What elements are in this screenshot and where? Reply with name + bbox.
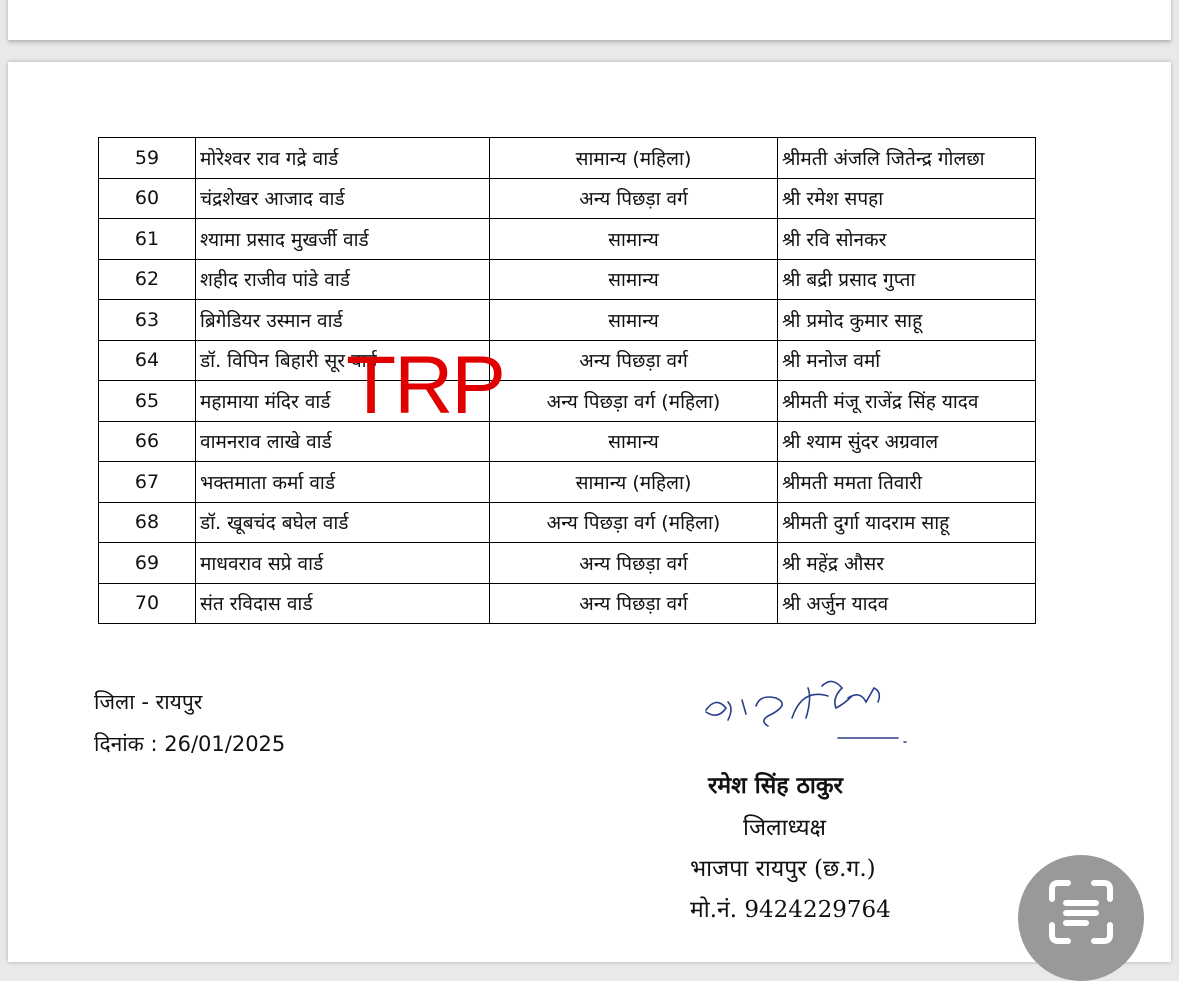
ward-name: भक्तमाता कर्मा वार्ड: [196, 462, 490, 503]
candidate-name: श्री महेंद्र औसर: [778, 543, 1036, 584]
ward-name: डॉ. खूबचंद बघेल वार्ड: [196, 502, 490, 543]
candidate-name: श्री बद्री प्रसाद गुप्ता: [778, 259, 1036, 300]
ward-category: सामान्य: [490, 259, 778, 300]
ward-number: 59: [99, 138, 196, 179]
district-label: जिला - रायपुर: [94, 690, 203, 714]
ward-number: 66: [99, 421, 196, 462]
table-row: [99, 259, 1036, 300]
ward-category: सामान्य (महिला): [490, 462, 778, 503]
ward-category: अन्य पिछड़ा वर्ग: [490, 178, 778, 219]
ward-category: अन्य पिछड़ा वर्ग (महिला): [490, 381, 778, 422]
ward-number: 63: [99, 300, 196, 341]
ward-category: अन्य पिछड़ा वर्ग: [490, 340, 778, 381]
ward-number: 70: [99, 583, 196, 624]
ward-number: 67: [99, 462, 196, 503]
ward-table-body: [99, 138, 1036, 624]
ward-category: अन्य पिछड़ा वर्ग: [490, 543, 778, 584]
candidate-name: श्री मनोज वर्मा: [778, 340, 1036, 381]
candidate-name: श्री श्याम सुंदर अग्रवाल: [778, 421, 1036, 462]
signatory-designation: जिलाध्यक्ष: [743, 815, 827, 841]
table-row: [99, 178, 1036, 219]
signatory-phone: मो.नं. 9424229764: [690, 897, 891, 923]
ward-name: माधवराव सप्रे वार्ड: [196, 543, 490, 584]
candidate-name: श्रीमती ममता तिवारी: [778, 462, 1036, 503]
table-row: [99, 138, 1036, 179]
previous-page: [8, 0, 1171, 40]
candidate-name: श्रीमती दुर्गा यादराम साहू: [778, 502, 1036, 543]
ward-category: सामान्य (महिला): [490, 138, 778, 179]
ward-number: 65: [99, 381, 196, 422]
table-row: [99, 340, 1036, 381]
ward-category: सामान्य: [490, 219, 778, 260]
ward-number: 61: [99, 219, 196, 260]
date-label: दिनांक : 26/01/2025: [94, 732, 286, 756]
ward-category: सामान्य: [490, 300, 778, 341]
ward-name: श्यामा प्रसाद मुखर्जी वार्ड: [196, 219, 490, 260]
candidate-name: श्री प्रमोद कुमार साहू: [778, 300, 1036, 341]
ward-number: 69: [99, 543, 196, 584]
scan-document-button[interactable]: [1018, 855, 1144, 981]
candidate-name: श्री रवि सोनकर: [778, 219, 1036, 260]
watermark: TRP: [346, 340, 504, 431]
ward-number: 68: [99, 502, 196, 543]
ward-name: ब्रिगेडियर उस्मान वार्ड: [196, 300, 490, 341]
candidate-name: श्री रमेश सपहा: [778, 178, 1036, 219]
ward-category: सामान्य: [490, 421, 778, 462]
table-row: [99, 421, 1036, 462]
ward-name: डॉ. विपिन बिहारी सूर वार्ड: [196, 340, 490, 381]
document-scan-icon: [1046, 877, 1116, 947]
signatory-organization: भाजपा रायपुर (छ.ग.): [690, 856, 876, 882]
ward-number: 60: [99, 178, 196, 219]
ward-name: शहीद राजीव पांडे वार्ड: [196, 259, 490, 300]
ward-number: 62: [99, 259, 196, 300]
table-row: [99, 543, 1036, 584]
ward-name: वामनराव लाखे वार्ड: [196, 421, 490, 462]
ward-name: मोरेश्वर राव गद्रे वार्ड: [196, 138, 490, 179]
ward-number: 64: [99, 340, 196, 381]
table-row: [99, 462, 1036, 503]
table-row: [99, 583, 1036, 624]
signatory-name: रमेश सिंह ठाकुर: [708, 772, 843, 799]
candidate-name: श्री अर्जुन यादव: [778, 583, 1036, 624]
table-row: [99, 381, 1036, 422]
ward-table: [98, 137, 1036, 624]
document-page: [8, 62, 1171, 962]
ward-category: अन्य पिछड़ा वर्ग: [490, 583, 778, 624]
ward-name: चंद्रशेखर आजाद वार्ड: [196, 178, 490, 219]
table-row: [99, 219, 1036, 260]
ward-name: संत रविदास वार्ड: [196, 583, 490, 624]
table-row: [99, 502, 1036, 543]
table-row: [99, 300, 1036, 341]
candidate-name: श्रीमती मंजू राजेंद्र सिंह यादव: [778, 381, 1036, 422]
signature: [698, 628, 918, 748]
ward-name: महामाया मंदिर वार्ड: [196, 381, 490, 422]
candidate-name: श्रीमती अंजलि जितेन्द्र गोलछा: [778, 138, 1036, 179]
ward-category: अन्य पिछड़ा वर्ग (महिला): [490, 502, 778, 543]
